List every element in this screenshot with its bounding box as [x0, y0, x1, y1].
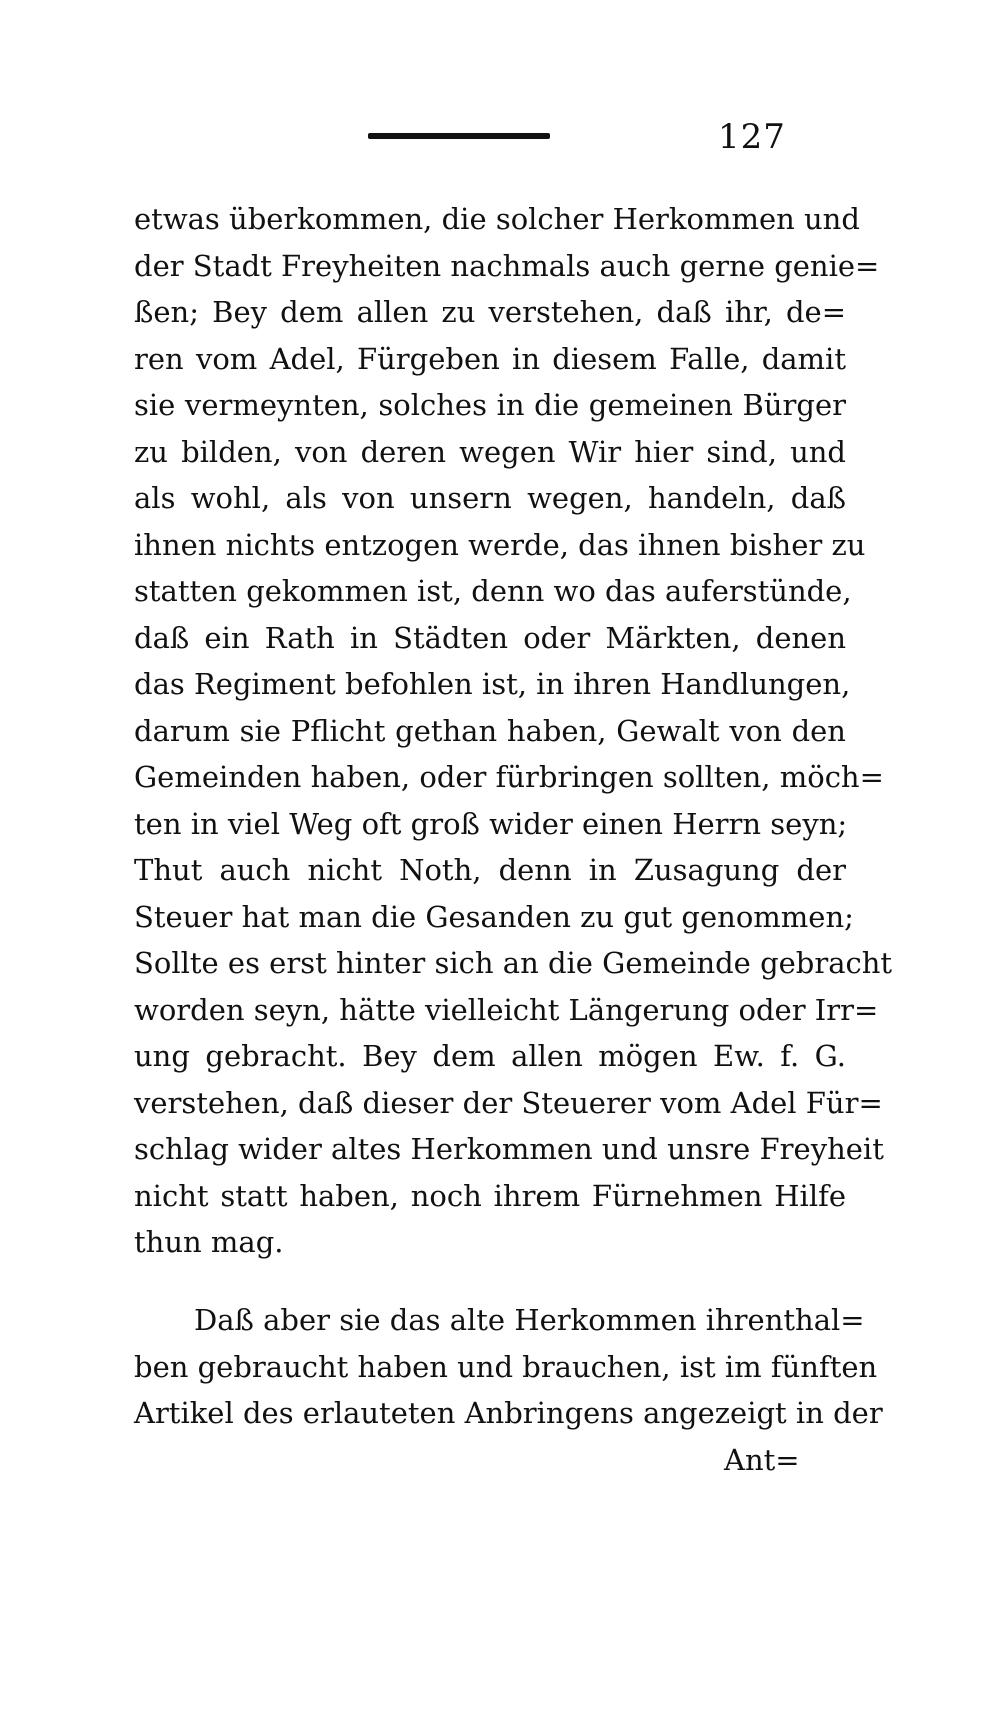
- text-line: als wohl, als von unsern wegen, handeln, daß: [134, 481, 846, 515]
- text-line: Daß aber sie das alte Herkommen ihrenthal=: [194, 1303, 865, 1337]
- text-line: Artikel des erlauteten Anbringens angezeigt in der: [134, 1396, 883, 1430]
- text-line: das Regiment befohlen ist, in ihren Handlungen,: [134, 667, 851, 701]
- text-line: thun mag.: [134, 1225, 284, 1259]
- text-line: Steuer hat man die Gesanden zu gut genommen;: [134, 899, 854, 934]
- text-line: daß ein Rath in Städten oder Märkten, denen: [134, 620, 846, 655]
- text-line: der Stadt Freyheiten nachmals auch gerne genie=: [134, 248, 880, 283]
- text-line: ben gebraucht haben und brauchen, ist im fünften: [134, 1349, 878, 1384]
- paragraph-1: [134, 196, 893, 1266]
- text-line: verstehen, daß dieser der Steuerer vom Adel Für=: [134, 1085, 883, 1120]
- text-line: ßen; Bey dem allen zu verstehen, daß ihr, de=: [134, 295, 846, 329]
- text-line: ten in viel Weg oft groß wider einen Herrn seyn;: [134, 806, 848, 841]
- paragraph-2: [134, 1297, 883, 1437]
- catchword: Ant=: [724, 1443, 800, 1477]
- header-rule: [368, 133, 550, 139]
- text-line: zu bilden, von deren wegen Wir hier sind, und: [134, 434, 846, 469]
- text-line: Gemeinden haben, oder fürbringen sollten, möch=: [134, 760, 884, 794]
- text-line: etwas überkommen, die solcher Herkommen und: [134, 202, 860, 236]
- page-number: 127: [718, 117, 786, 157]
- text-line: worden seyn, hätte vielleicht Längerung oder Irr=: [134, 992, 879, 1027]
- text-line: statten gekommen ist, denn wo das auferstünde,: [134, 574, 852, 608]
- text-line: Thut auch nicht Noth, denn in Zusagung der: [134, 853, 846, 887]
- text-line: Sollte es erst hinter sich an die Gemeinde gebracht: [134, 946, 893, 980]
- text-line: sie vermeynten, solches in die gemeinen Bürger: [134, 388, 846, 422]
- text-line: ung gebracht. Bey dem allen mögen Ew. f. G.: [134, 1039, 846, 1073]
- text-line: schlag wider altes Herkommen und unsre Freyheit: [134, 1132, 884, 1166]
- text-line: ihnen nichts entzogen werde, das ihnen bisher zu: [134, 527, 866, 562]
- text-line: ren vom Adel, Fürgeben in diesem Falle, damit: [134, 341, 846, 376]
- text-line: darum sie Pflicht gethan haben, Gewalt von den: [134, 713, 846, 748]
- text-line: nicht statt haben, noch ihrem Fürnehmen Hilfe: [134, 1178, 846, 1213]
